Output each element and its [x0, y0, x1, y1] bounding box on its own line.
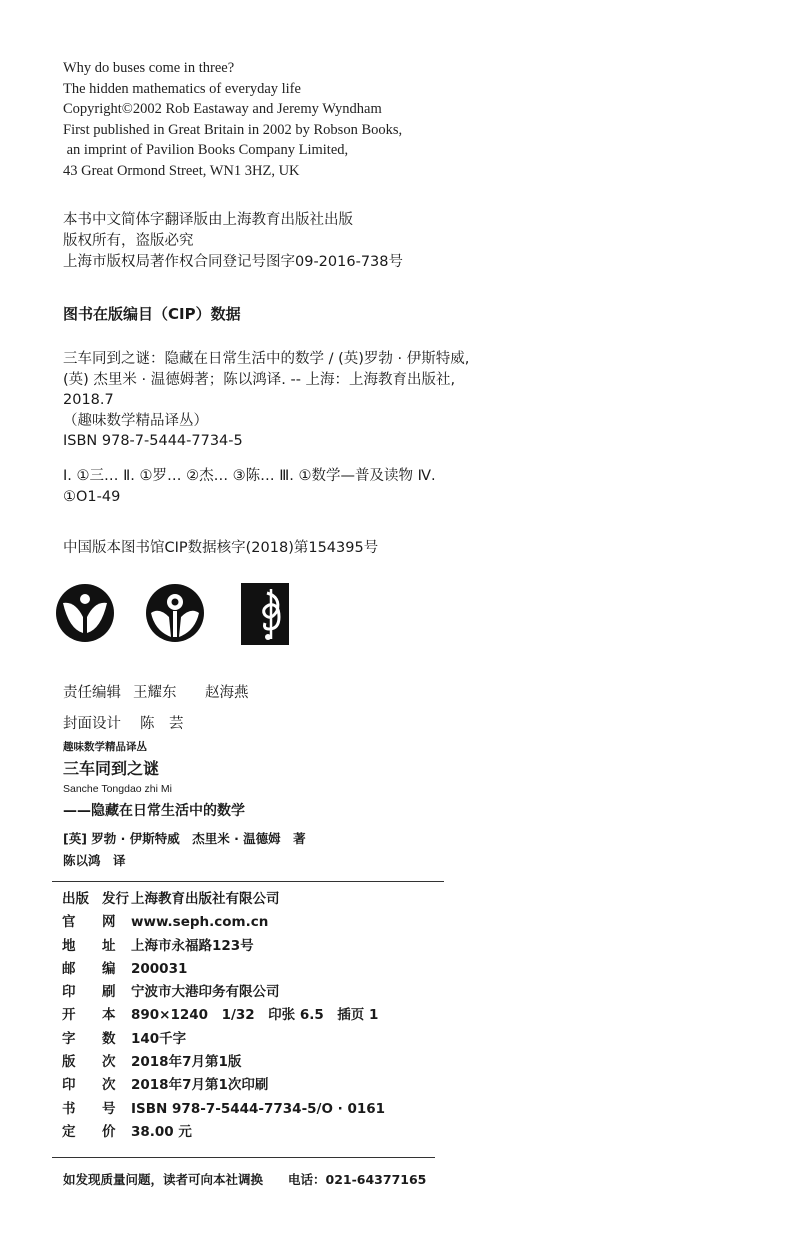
- book-authors: [英] 罗勃 · 伊斯特威 杰里米 · 温德姆 著: [63, 831, 306, 846]
- cip-number: 中国版本图书馆CIP数据核字(2018)第154395号: [63, 540, 379, 556]
- credits: [63, 681, 249, 737]
- book-translator: 陈以鸿 译: [63, 853, 126, 868]
- info-row: 地 址 上海市永福路123号: [62, 935, 385, 958]
- cip-line: 2018.7: [63, 392, 114, 408]
- info-value: 宁波市大港印务有限公司: [131, 984, 280, 1001]
- info-row: 邮 编 200031: [62, 958, 385, 981]
- english-line: Copyright©2002 Rob Eastaway and Jeremy Wyndham: [63, 101, 382, 117]
- info-value: 上海市永福路123号: [131, 937, 254, 954]
- cip-line: 三车同到之谜：隐藏在日常生活中的数学 / (英)罗勃 · 伊斯特威,: [63, 351, 470, 367]
- english-line: First published in Great Britain in 2002 by Robson Books,: [63, 121, 403, 138]
- info-value: 上海教育出版社有限公司: [131, 891, 280, 907]
- info-row: 开 本 890×1240 1/32 印张 6.5 插页 1: [62, 1004, 385, 1027]
- credit-name: 陈 芸: [140, 716, 184, 732]
- info-row: 印 刷 宁波市大港印务有限公司: [62, 981, 385, 1004]
- cip-heading: 图书在版编目（CIP）数据: [63, 305, 241, 323]
- book-subtitle: ——隐藏在日常生活中的数学: [63, 803, 245, 819]
- info-value: 140千字: [131, 1030, 187, 1047]
- info-row: 字 数 140千字: [62, 1028, 385, 1051]
- publisher-logos: [55, 583, 315, 643]
- series-name: 趣味数学精品译丛: [63, 741, 147, 753]
- english-copyright-block: [63, 58, 402, 181]
- publication-info: [62, 888, 385, 1144]
- info-value: www.seph.com.cn: [131, 914, 269, 931]
- info-value: 2018年7月第1次印刷: [131, 1077, 269, 1094]
- quality-notice-footer: 如发现质量问题，读者可向本社调换 电话：021-64377165: [63, 1172, 427, 1187]
- credit-role: 责任编辑: [63, 685, 121, 701]
- divider-rule: [52, 881, 444, 882]
- info-row: 官 网 www.seph.com.cn: [62, 911, 385, 934]
- cip-line: （趣味数学精品译丛）: [63, 412, 208, 429]
- cip-line: ISBN 978-7-5444-7734-5: [63, 433, 243, 449]
- credit-row-cover: [63, 712, 249, 737]
- book-title: 三车同到之谜: [63, 759, 160, 778]
- credit-row-editor: [63, 681, 249, 706]
- cip-class-line: ①O1-49: [63, 488, 121, 505]
- info-value: 38.00 元: [131, 1123, 192, 1140]
- music-clef-logo-icon: [241, 583, 291, 645]
- cip-classification: [63, 466, 436, 507]
- cip-line: (英) 杰里米 · 温德姆著；陈以鸿译. -- 上海：上海教育出版社,: [63, 371, 456, 388]
- rights-line: 版权所有，盗版必究: [63, 233, 194, 249]
- info-row: 出版 发行 上海教育出版社有限公司: [62, 888, 385, 911]
- credit-role: 封面设计: [63, 716, 121, 732]
- info-row: 印 次 2018年7月第1次印刷: [62, 1074, 385, 1097]
- english-line: 43 Great Ormond Street, WN1 3HZ, UK: [63, 162, 300, 179]
- info-value: ISBN 978-7-5444-7734-5/O · 0161: [131, 1100, 386, 1117]
- rights-line: 本书中文简体字翻译版由上海教育出版社出版: [63, 212, 353, 228]
- info-value: 2018年7月第1版: [131, 1054, 242, 1071]
- cip-class-line: Ⅰ. ①三… Ⅱ. ①罗… ②杰… ③陈… Ⅲ. ①数学—普及读物 Ⅳ.: [63, 468, 436, 484]
- publisher-leaf-logo-icon: [55, 583, 115, 643]
- info-row: 定 价 38.00 元: [62, 1121, 385, 1144]
- info-row: 版 次 2018年7月第1版: [62, 1051, 385, 1074]
- book-title-block: [63, 740, 306, 872]
- divider-rule: [52, 1157, 435, 1158]
- book-title-pinyin: Sanche Tongdao zhi Mi: [63, 783, 172, 795]
- english-line: The hidden mathematics of everyday life: [63, 80, 301, 97]
- chinese-rights-block: [63, 210, 403, 273]
- info-value: 200031: [131, 960, 188, 977]
- info-row: 书 号 ISBN 978-7-5444-7734-5/O · 0161: [62, 1098, 385, 1121]
- info-value: 890×1240 1/32 印张 6.5 插页 1: [131, 1007, 379, 1024]
- english-line: an imprint of Pavilion Books Company Limited,: [63, 142, 349, 158]
- cip-entry: [63, 349, 469, 452]
- credit-name: 王耀东: [133, 685, 177, 701]
- credit-name: 赵海燕: [205, 685, 249, 701]
- english-line: Why do buses come in three?: [63, 60, 235, 76]
- rights-line: 上海市版权局著作权合同登记号图字09-2016-738号: [63, 254, 403, 270]
- education-press-logo-icon: [145, 583, 205, 643]
